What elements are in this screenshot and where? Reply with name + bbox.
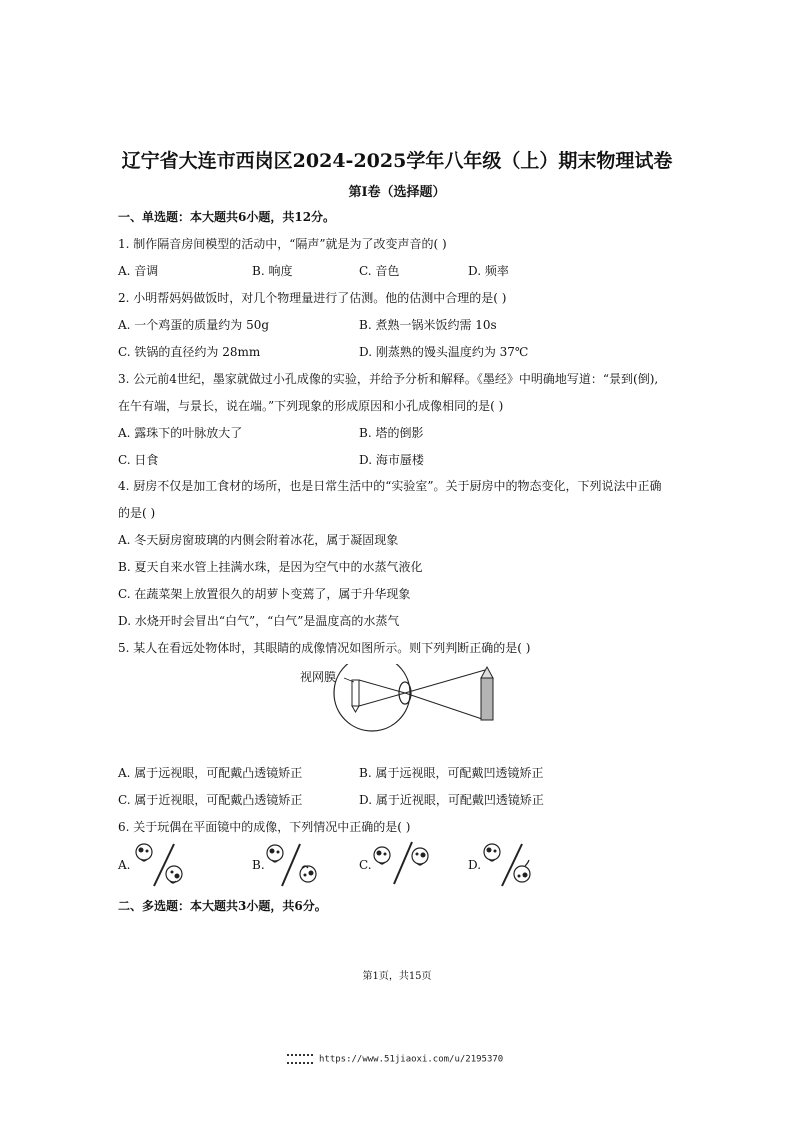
question-6-option-a-label: A.	[118, 858, 131, 872]
question-4-option-c: C. 在蔬菜架上放置很久的胡萝卜变蔫了，属于升华现象	[118, 587, 411, 601]
eyeball-outline	[334, 664, 410, 731]
question-2-option-d: D. 刚蒸熟的馒头温度约为 37℃	[359, 345, 529, 359]
doll-icon	[374, 847, 390, 864]
question-6-option-d-figure	[480, 840, 542, 888]
mirror-line	[394, 842, 412, 884]
page-footer: 第1页，共15页	[362, 971, 432, 982]
question-1-option-c: C. 音色	[359, 264, 400, 278]
question-3-option-a: A. 露珠下的叶脉放大了	[118, 426, 243, 440]
question-3-option-b: B. 塔的倒影	[359, 426, 424, 440]
doll-image-icon	[300, 866, 316, 882]
question-2-text: 2. 小明帮妈妈做饭时，对几个物理量进行了估测。他的估测中合理的是( )	[118, 291, 507, 305]
question-5-option-d: D. 属于近视眼，可配戴凹透镜矫正	[359, 793, 544, 807]
doll-icon	[484, 844, 500, 861]
doll-icon	[136, 844, 152, 861]
question-3-text-line-1: 3. 公元前4世纪，墨家就做过小孔成像的实验，并给予分析和解释。《墨经》中明确地写道：“景到(倒),	[118, 372, 659, 386]
section-heading-multiple-choice: 二、多选题：本大题共3小题，共6分。	[118, 899, 327, 913]
question-2-option-b: B. 煮熟一锅米饭约需 10s	[359, 318, 497, 332]
question-3-option-c: C. 日食	[118, 453, 159, 467]
question-1-option-a: A. 音调	[118, 264, 159, 278]
question-3-option-d: D. 海市蜃楼	[359, 453, 424, 467]
object-pencil-body	[481, 678, 493, 720]
question-6-option-b-figure	[264, 840, 326, 888]
doll-icon	[267, 845, 283, 862]
question-5-option-c: C. 属于近视眼，可配戴凸透镜矫正	[118, 793, 303, 807]
question-6-option-c-figure	[372, 838, 434, 886]
question-6-option-b-label: B.	[252, 858, 265, 872]
page-subtitle: 第Ⅰ卷（选择题）	[348, 185, 446, 200]
page-title: 辽宁省大连市西岗区2024-2025学年八年级（上）期末物理试卷	[121, 150, 673, 172]
mirror-line	[282, 844, 300, 886]
question-4-option-a: A. 冬天厨房窗玻璃的内侧会附着冰花，属于凝固现象	[118, 533, 399, 547]
doll-image-icon	[514, 860, 530, 882]
question-4-text-line-1: 4. 厨房不仅是加工食材的场所，也是日常生活中的“实验室”。关于厨房中的物态变化，下列说法中正确	[118, 479, 662, 493]
question-6-text: 6. 关于玩偶在平面镜中的成像，下列情况中正确的是( )	[118, 820, 411, 834]
eye-diagram	[298, 664, 508, 754]
question-5-option-b: B. 属于远视眼，可配戴凹透镜矫正	[359, 766, 544, 780]
question-6-option-d-label: D.	[468, 858, 482, 872]
doll-image-icon	[412, 848, 428, 865]
retina-image	[352, 680, 359, 706]
question-1-option-d: D. 频率	[468, 264, 509, 278]
doll-image-icon	[166, 866, 182, 883]
question-5-option-a: A. 属于远视眼，可配戴凸透镜矫正	[118, 766, 303, 780]
question-1-option-b: B. 响度	[252, 264, 293, 278]
watermark	[287, 1054, 503, 1065]
question-6-option-c-label: C.	[359, 858, 372, 872]
watermark-url: https://www.51jiaoxi.com/u/2195370	[319, 1054, 504, 1065]
mirror-line	[154, 844, 174, 886]
question-2-option-c: C. 铁锅的直径约为 28mm	[118, 345, 261, 359]
watermark-logo-icon	[287, 1054, 313, 1064]
section-heading-single-choice: 一、单选题：本大题共6小题，共12分。	[118, 210, 336, 224]
question-5-text: 5. 某人在看远处物体时，其眼睛的成像情况如图所示。则下列判断正确的是( )	[118, 641, 531, 655]
object-pencil-tip	[481, 667, 493, 678]
question-4-option-d: D. 水烧开时会冒出“白气”，“白气”是温度高的水蒸气	[118, 614, 400, 628]
ray-line	[359, 693, 405, 706]
question-3-text-line-2: 在午有端，与景长，说在端。”下列现象的形成原因和小孔成像相同的是( )	[118, 399, 504, 413]
ray-line	[405, 693, 485, 720]
ray-line	[405, 670, 485, 693]
mirror-line	[502, 844, 522, 886]
retina-label: 视网膜	[300, 670, 337, 684]
question-4-text-line-2: 的是( )	[118, 506, 156, 520]
ray-line	[359, 680, 405, 693]
question-2-option-a: A. 一个鸡蛋的质量约为 50g	[118, 318, 270, 332]
question-6-option-a-figure	[132, 840, 192, 888]
image-arrow-tip	[352, 706, 359, 712]
question-4-option-b: B. 夏天自来水管上挂满水珠，是因为空气中的水蒸气液化	[118, 560, 423, 574]
question-1-text: 1. 制作隔音房间模型的活动中，“隔声”就是为了改变声音的( )	[118, 237, 447, 251]
